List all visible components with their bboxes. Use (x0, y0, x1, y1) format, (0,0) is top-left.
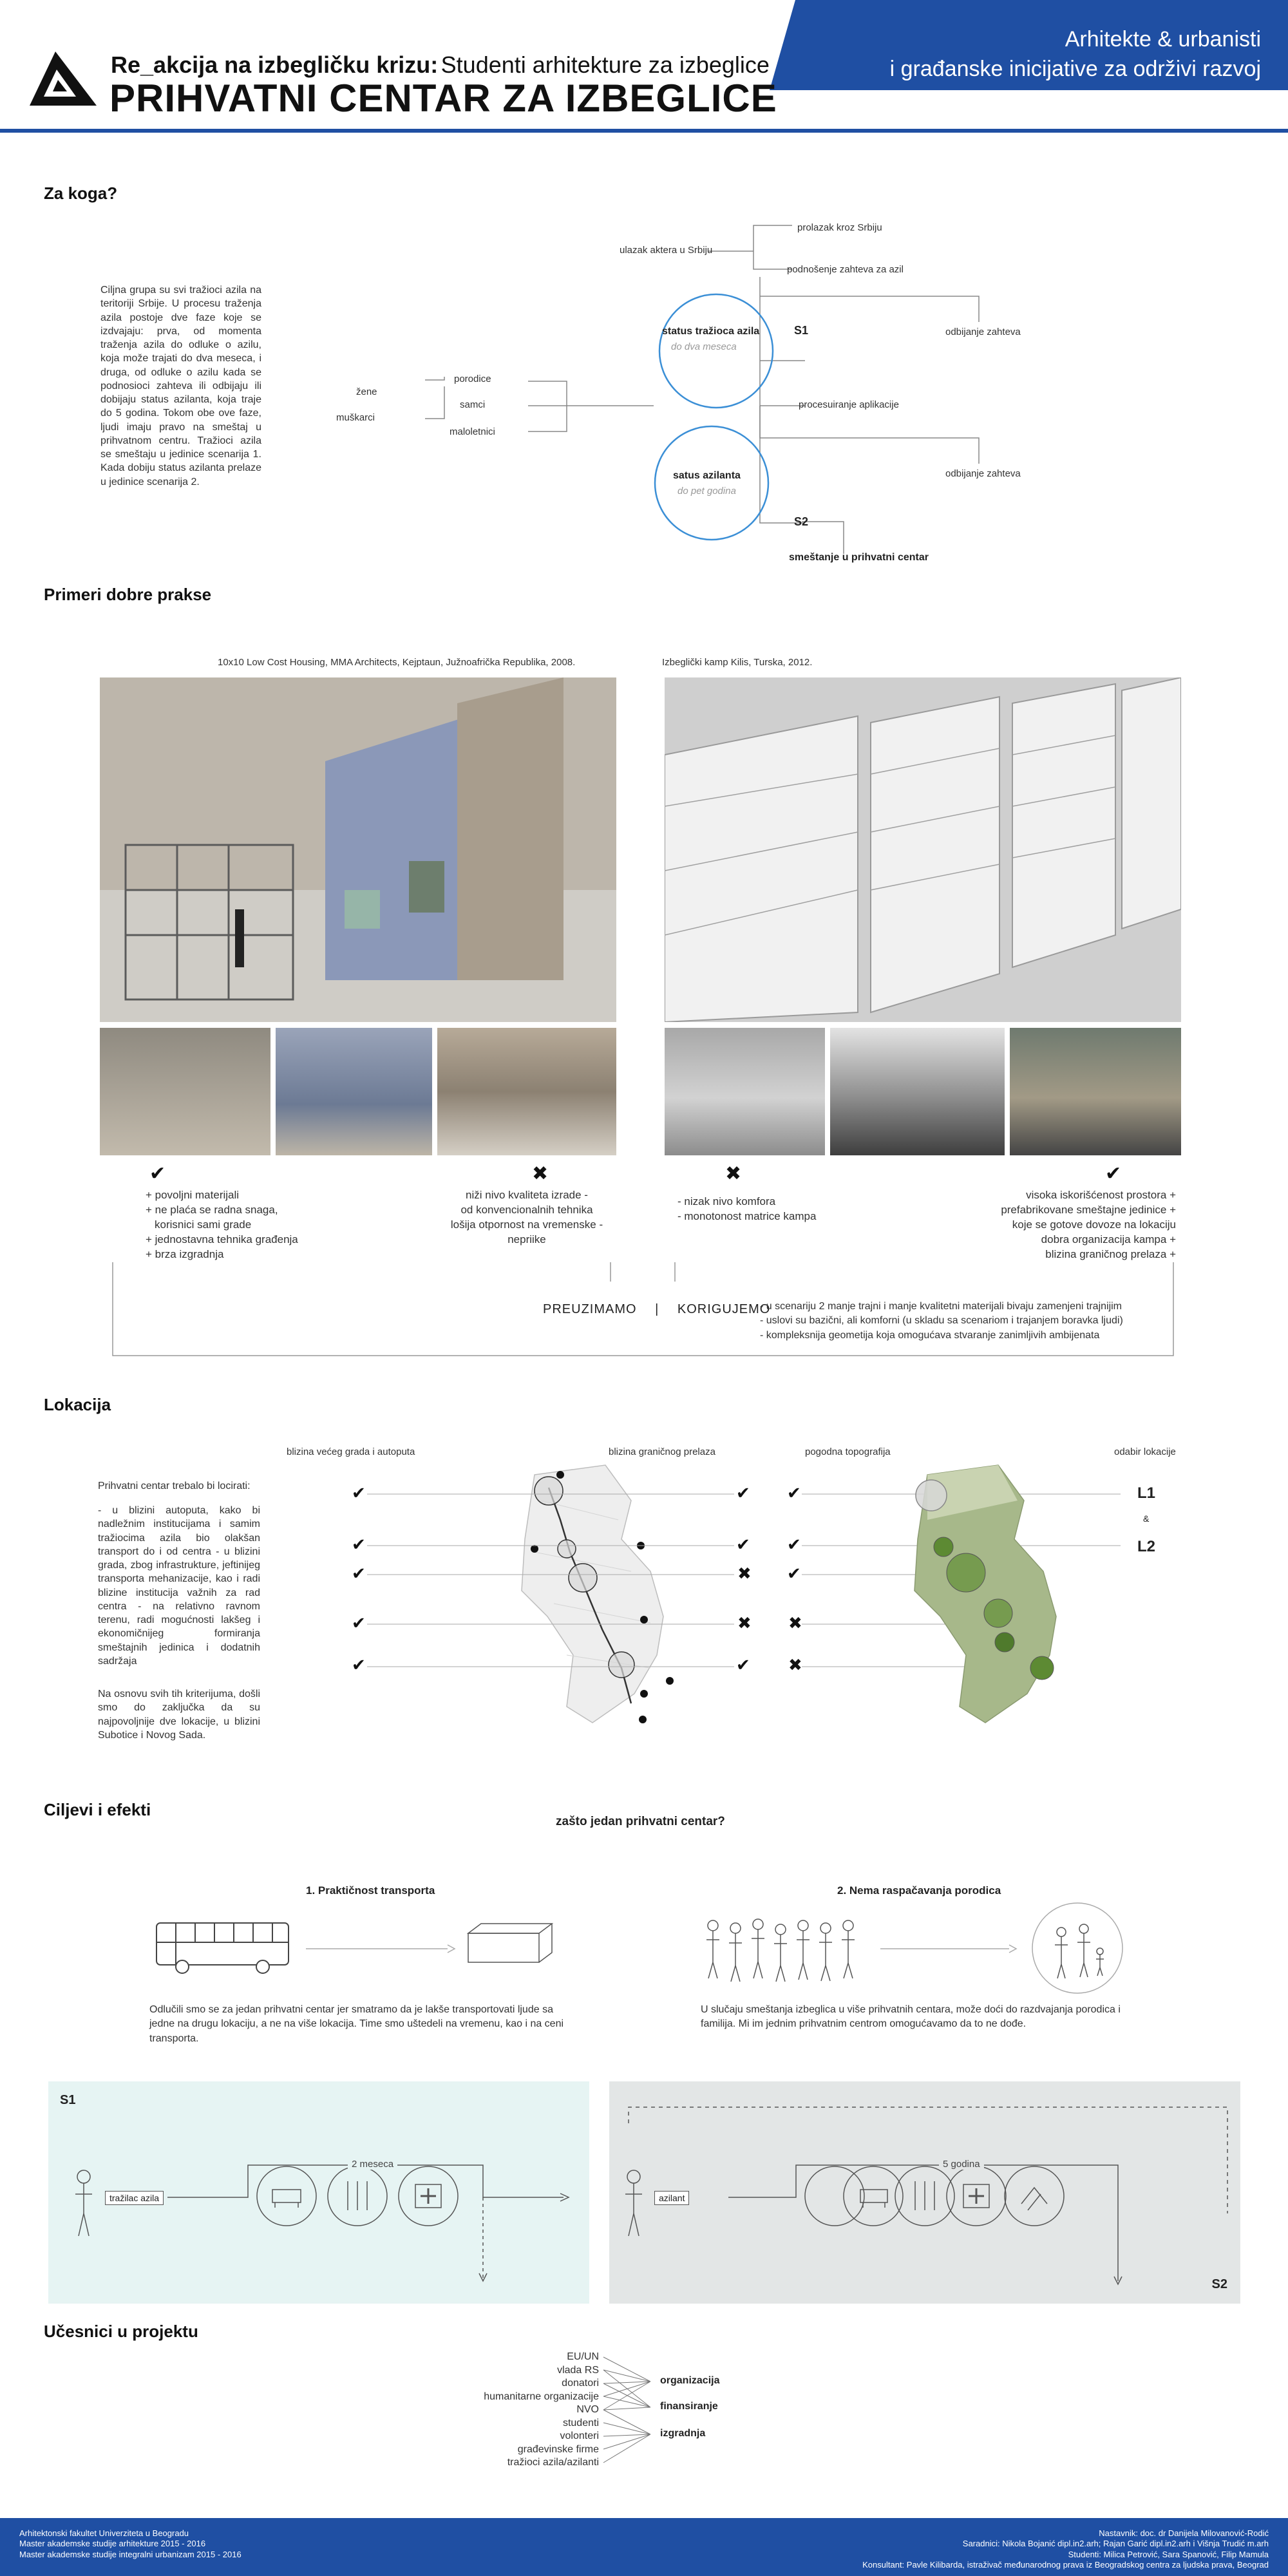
diagram-ulazak: ulazak aktera u Srbiju (620, 245, 713, 256)
diagram-s2: S2 (794, 515, 809, 528)
crowd-icon (697, 1914, 871, 1985)
right-pros-list (921, 1188, 1176, 1262)
left-pro-1: + povoljni materijali (146, 1189, 240, 1201)
scenario-s1-duration: 2 meseca (348, 2159, 397, 2170)
scenario-s2-flow (609, 2081, 1240, 2304)
col3-cross-5: ✖ (788, 1655, 802, 1674)
right-pro-3: koje se gotove dovoze na lokaciju (1012, 1218, 1176, 1231)
scenario-s2-panel (609, 2081, 1240, 2304)
col2-check-2: ✔ (736, 1535, 750, 1554)
role-organizacija: organizacija (660, 2375, 720, 2386)
korigujemo-notes (760, 1300, 1123, 1343)
lokacija-col2: blizina graničnog prelaza (609, 1446, 715, 1457)
za-koga-paragraph: Ciljna grupa su svi tražioci azila na teritoriji Srbije. U procesu traženja azila postoje dve faze koje se izdvajaju: prva, od momenta traženja azila do odluke o azilu, koja može trajati do dva meseca, i druga, od odluke o azilu kada se podnosioci zahteva ili odbijaju ili dobijaju status azilanta, koja traje do 5 godina. Tokom obe ove faze, ljudi imaju pravo na smeštaj u prihvatnom centru. Tražioci azila se smeštaju u jedinice scenarija 1. Kada dobiju status azilanta prelaze u jedinice scenarija 2. (100, 285, 261, 488)
diagram-porodice: porodice (454, 374, 491, 384)
location-l2: L2 (1137, 1538, 1156, 1555)
right-pro-2: prefabrikovane smeštajne jedinice + (1001, 1203, 1176, 1216)
box-destination-icon (465, 1920, 555, 1965)
col2-cross-4: ✖ (737, 1613, 752, 1633)
left-pro-5: + brza izgradnja (146, 1247, 224, 1260)
section-primeri-title: Primeri dobre prakse (44, 585, 212, 604)
right-pro-4: dobra organizacija kampa + (1041, 1233, 1176, 1245)
section-lokacija-title: Lokacija (44, 1395, 111, 1414)
header-title-sub: Studenti arhitekture za izbeglice (440, 52, 770, 78)
right-con-2: - monotonost matrice kampa (677, 1209, 817, 1222)
kilis-thumb-1 (665, 1028, 825, 1155)
role-izgradnja: izgradnja (660, 2428, 706, 2439)
right-pro-5: blizina graničnog prelaza + (1045, 1247, 1176, 1260)
col3-check-3: ✔ (787, 1564, 801, 1583)
footer-program1: Master akademske studije arhitekture 2015 - 2016 (19, 2539, 206, 2549)
scenario-s1-label: S1 (60, 2093, 76, 2107)
col1-check-3: ✔ (352, 1564, 366, 1583)
diagram-do-dva-meseca: do dva meseca (671, 341, 737, 352)
diagram-smestanje: smeštanje u prihvatni centar (789, 552, 929, 563)
lokacija-intro: Prihvatni centar trebalo bi locirati: (98, 1481, 251, 1492)
header (0, 0, 1288, 138)
ciljevi-point2-title: 2. Nema raspačavanja porodica (837, 1884, 1001, 1897)
family-circle-icon (1029, 1900, 1126, 1996)
transport-arrow (303, 1942, 457, 1955)
col3-cross-4: ✖ (788, 1613, 802, 1633)
scenario-s2-duration: 5 godina (939, 2159, 984, 2170)
diagram-s1: S1 (794, 324, 809, 337)
left-example-caption: 10x10 Low Cost Housing, MMA Architects, Kejptaun, Južnoafrička Republika, 2008. (218, 657, 576, 668)
left-pro-2: + ne plaća se radna snaga, (146, 1203, 278, 1216)
low-cost-thumb-2 (276, 1028, 432, 1155)
location-l1: L1 (1137, 1484, 1156, 1502)
col2-cross-3: ✖ (737, 1564, 752, 1583)
col1-check-5: ✔ (352, 1655, 366, 1674)
scenario-s2-person: azilant (654, 2191, 689, 2205)
diagram-status-azilanta: satus azilanta (673, 470, 741, 481)
participant-eu-un: EU/UN (567, 2351, 599, 2362)
kilis-thumb-3 (1010, 1028, 1181, 1155)
left-con-4: nepriike (507, 1233, 546, 1245)
footer-program2: Master akademske studije integralni urbanizam 2015 - 2016 (19, 2549, 242, 2559)
location-amp: & (1143, 1513, 1150, 1524)
diagram-prolazak: prolazak kroz Srbiju (797, 222, 882, 233)
lokacija-col3: pogodna topografija (805, 1446, 891, 1457)
col2-check-1: ✔ (736, 1483, 750, 1502)
participant-vlada: vlada RS (557, 2364, 599, 2376)
diagram-zene: žene (356, 386, 377, 397)
diagram-muskarci: muškarci (336, 412, 375, 423)
kilis-camp-photo (665, 677, 1181, 1022)
right-example-caption: Izbeglički kamp Kilis, Turska, 2012. (662, 657, 813, 668)
lokacija-col1: blizina većeg grada i autoputa (287, 1446, 415, 1457)
families-arrow (877, 1942, 1019, 1955)
lokacija-col4: odabir lokacije (1114, 1446, 1176, 1457)
diagram-odbijanje2: odbijanje zahteva (945, 468, 1021, 479)
section-za-koga-title: Za koga? (44, 184, 118, 203)
col3-check-1: ✔ (787, 1483, 801, 1502)
bus-icon (153, 1918, 295, 1976)
participants-links (602, 2351, 654, 2473)
diagram-do-pet-godina: do pet godina (677, 486, 736, 497)
left-pro-3: korisnici sami grade (155, 1218, 252, 1231)
preuzimamo-separator: | (655, 1302, 659, 1316)
participant-humanitarne: humanitarne organizacije (484, 2391, 599, 2402)
participant-nvo: NVO (576, 2404, 599, 2415)
footer-right (862, 2528, 1269, 2570)
footer-nastavnik: Nastavnik: doc. dr Danijela Milovanović-Rodić (1099, 2528, 1269, 2538)
right-con-1: - nizak nivo komfora (677, 1195, 776, 1208)
diagram-odbijanje1: odbijanje zahteva (945, 327, 1021, 337)
note-1: - u scenariju 2 manje trajni i manje kvalitetni materijali bivaju zamenjeni trajnijim (760, 1301, 1122, 1312)
footer-left (19, 2528, 242, 2560)
low-cost-housing-photo (100, 677, 616, 1022)
header-title-main: PRIHVATNI CENTAR ZA IZBEGLICE (109, 77, 777, 120)
right-cons-cross-icon: ✖ (725, 1163, 742, 1184)
participant-volonteri: volonteri (560, 2430, 599, 2441)
right-pros-check-icon: ✔ (1105, 1163, 1122, 1184)
scenario-s1-panel (48, 2081, 589, 2304)
participant-studenti: studenti (562, 2417, 599, 2429)
participant-trazioci: tražioci azila/azilanti (507, 2457, 599, 2468)
participant-firme: građevinske firme (517, 2443, 599, 2455)
section-ucesnici-title: Učesnici u projektu (44, 2322, 198, 2341)
participants-left-list (451, 2351, 599, 2470)
footer-saradnici: Saradnici: Nikola Bojanić dipl.in2.arh; Rajan Garić dipl.in2.arh i Višnja Trudić m.arh (962, 2539, 1269, 2549)
low-cost-thumb-3 (437, 1028, 616, 1155)
ciljevi-point1-text: Odlučili smo se za jedan prihvatni centar jer smatramo da je lakše transportovati ljude sa jedne na drugu lokaciju, a ne na više lokacija. Time smo uštedeli na vremenu, kao i na ceni transporta. (149, 2004, 564, 2044)
diagram-samci: samci (460, 399, 486, 410)
header-right-line1: Arhitekte & urbanisti (1065, 27, 1261, 52)
lokacija-conclusion: Na osnovu svih tih kriterijuma, došli smo do zaključka da su najpovoljnije dve lokacije, u blizini Subotice i Novog Sada. (98, 1689, 260, 1741)
left-pros-list (146, 1188, 298, 1262)
serbia-topography-map (889, 1462, 1101, 1732)
left-pro-4: + jednostavna tehnika građenja (146, 1233, 298, 1245)
left-con-3: lošija otpornost na vremenske - (450, 1218, 603, 1231)
ciljevi-question: zašto jedan prihvatni centar? (556, 1815, 725, 1828)
footer-konsultant: Konsultant: Pavle Kilibarda, istraživač međunarodnog prava iz Beogradskog centra za ljudska prava, Beograd (862, 2559, 1269, 2570)
col1-check-2: ✔ (352, 1535, 366, 1554)
col1-check-4: ✔ (352, 1613, 366, 1633)
diagram-procesuiranje: procesuiranje aplikacije (799, 399, 899, 410)
diagram-podnosenje: podnošenje zahteva za azil (787, 264, 904, 275)
footer (0, 2518, 1288, 2576)
diagram-status-trazioca: status tražioca azila (662, 326, 760, 337)
section-ciljevi-title: Ciljevi i efekti (44, 1800, 151, 1819)
left-cons-cross-icon: ✖ (532, 1163, 549, 1184)
header-title-prefix: Re_akcija na izbegličku krizu: (111, 52, 439, 78)
kilis-thumb-2 (830, 1028, 1005, 1155)
diagram-maloletnici: maloletnici (450, 426, 495, 437)
footer-faculty: Arhitektonski fakultet Univerziteta u Beogradu (19, 2528, 189, 2538)
col3-check-2: ✔ (787, 1535, 801, 1554)
note-2: - uslovi su bazični, ali komforni (u skladu sa scenariom i trajanjem boravka ljudi) (760, 1315, 1123, 1327)
low-cost-thumb-1 (100, 1028, 270, 1155)
left-cons-list (430, 1188, 623, 1247)
korigujemo-label: KORIGUJEMO (677, 1302, 771, 1316)
col1-check-1: ✔ (352, 1483, 366, 1502)
left-con-1: niži nivo kvaliteta izrade - (466, 1189, 588, 1201)
right-cons-list (677, 1195, 816, 1224)
lokacija-text: - u blizini autoputa, kako bi nadležnim institucijama i samim tražiocima azila bio olakšan transport do i od centra - u blizini grada, zbog infrastrukture, jeftinijeg transporta mehanizacije, kao i radi blizine institucija važnih za rad centra - na relativno ravnom terenu, radi mogućnosti lakšeg i ekonomičnijeg formiranja smeštajnih jedinica i dodatnih sadržaja (98, 1505, 260, 1667)
right-pro-1: visoka iskorišćenost prostora + (1026, 1189, 1176, 1201)
header-right-line2: i građanske inicijative za održivi razvoj (889, 57, 1261, 81)
role-finansiranje: finansiranje (660, 2401, 718, 2412)
preuzimamo-label: PREUZIMAMO (543, 1302, 637, 1316)
asylum-process-diagram (0, 213, 1288, 573)
logo-icon (24, 46, 102, 111)
ciljevi-point1-title: 1. Praktičnost transporta (306, 1884, 435, 1897)
left-pros-check-icon: ✔ (149, 1163, 166, 1184)
note-3: - kompleksnija geometija koja omogućava stvaranje zanimljivih ambijenata (760, 1329, 1100, 1341)
ciljevi-point2-text: U slučaju smeštanja izbeglica u više prihvatnih centara, može doći do razdvajanja porodica i familija. Mi im jednim prihvatnim centrom omogućavamo da to ne dođe. (701, 2004, 1121, 2030)
footer-studenti: Studenti: Milica Petrović, Sara Spanović, Filip Mamula (1068, 2549, 1269, 2559)
participant-donatori: donatori (562, 2378, 599, 2389)
col2-check-5: ✔ (736, 1655, 750, 1674)
left-con-2: od konvencionalnih tehnika (460, 1203, 593, 1216)
scenario-s2-label: S2 (1211, 2277, 1227, 2291)
scenario-s1-person: tražilac azila (105, 2191, 164, 2205)
